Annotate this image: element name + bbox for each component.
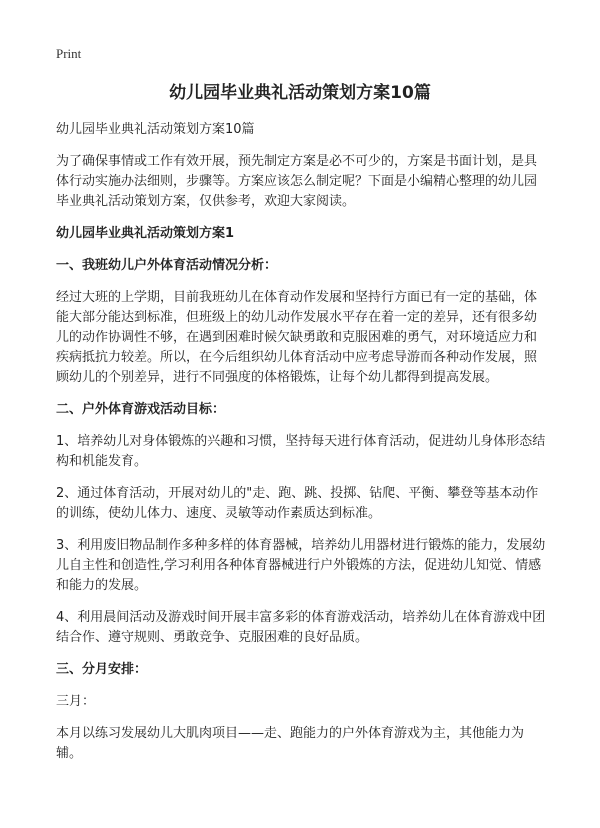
section-heading-analysis: 一、我班幼儿户外体育活动情况分析： [56,258,278,273]
section-heading-goals: 二、户外体育游戏活动目标： [56,402,226,417]
document-body [56,120,546,776]
goal-item: 3、利用废旧物品制作多种多样的体育器械，培养幼儿用器材进行锻炼的能力，发展幼儿自主性和创造性,学习利用各种体育器械进行户外锻炼的方法，促进幼儿知觉、情感和能力的发展。 [56,538,546,593]
goal-item: 2、通过体育活动，开展对幼儿的"走、跑、跳、投掷、钻爬、平衡、攀登等基本动作的训练，使幼儿体力、速度、灵敏等动作素质达到标准。 [56,486,539,521]
goal-item: 1、培养幼儿对身体锻炼的兴趣和习惯，坚持每天进行体育活动，促进幼儿身体形态结构和机能发育。 [56,434,546,469]
plan-heading: 幼儿园毕业典礼活动策划方案1 [56,226,235,241]
schedule-paragraph: 本月以练习发展幼儿大肌肉项目——走、跑能力的户外体育游戏为主，其他能力为辅。 [56,726,525,761]
goal-item: 4、利用晨间活动及游戏时间开展丰富多彩的体育游戏活动，培养幼儿在体育游戏中团结合作、遵守规则、勇敢竞争、克服困难的良好品质。 [56,610,546,645]
document-title: 幼儿园毕业典礼活动策划方案10篇 [169,83,431,103]
document-subtitle: 幼儿园毕业典礼活动策划方案10篇 [56,122,255,137]
section-heading-schedule: 三、分月安排： [56,662,148,677]
intro-paragraph: 为了确保事情或工作有效开展，预先制定方案是必不可少的，方案是书面计划，是具体行动实施办法细则，步骤等。方案应该怎么制定呢？下面是小编精心整理的幼儿园毕业典礼活动策划方案，仅供参考，欢迎大家阅读。 [56,154,538,209]
print-link[interactable]: Print [56,46,82,61]
analysis-paragraph: 经过大班的上学期，目前我班幼儿在体育动作发展和坚持行方面已有一定的基础，体能大部分能达到标准，但班级上的幼儿动作发展水平存在着一定的差异，还有很多幼儿的动作协调性不够，在遇到困难时候欠缺勇敢和克服困难的勇气，对环境适应力和疾病抵抗力较差。所以，在今后组织幼儿体育活动中应考虑导游而各种动作发展，照顾幼儿的个别差异，进行不同强度的体格锻炼，让每个幼儿都得到提高发展。 [56,290,538,385]
month-label: 三月： [56,694,96,709]
